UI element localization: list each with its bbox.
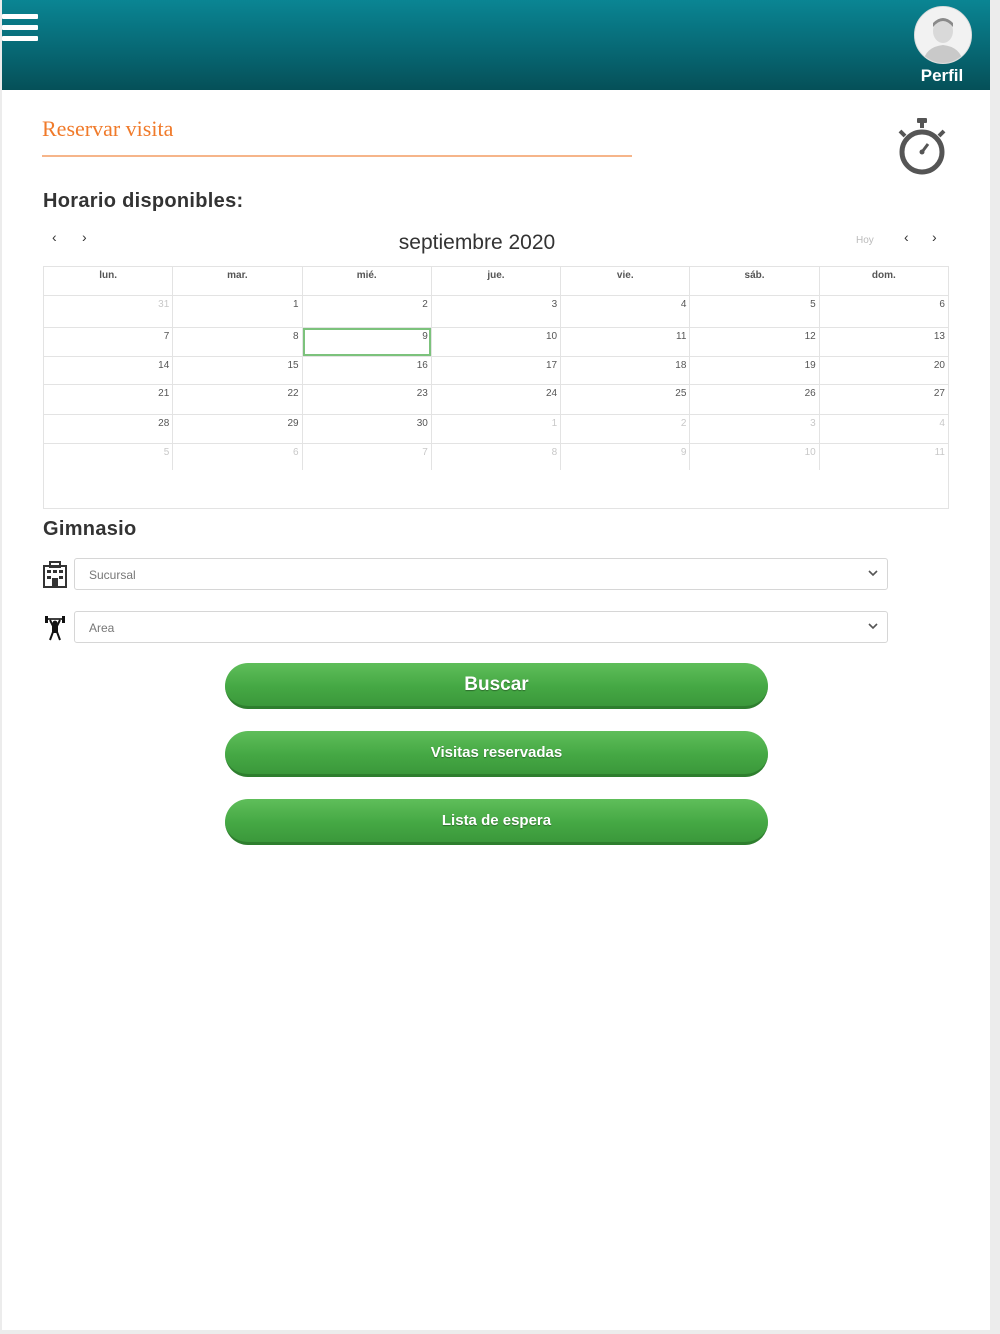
calendar-today-button[interactable]: Hoy (856, 235, 874, 246)
calendar-day-number: 10 (804, 447, 816, 458)
calendar-day-number: 11 (934, 447, 945, 458)
calendar-day[interactable] (820, 385, 948, 414)
calendar-day-number: 24 (546, 388, 558, 399)
calendar-day-number: 28 (158, 418, 170, 429)
calendar-day[interactable] (432, 357, 561, 384)
calendar-day[interactable] (173, 415, 302, 443)
stopwatch-icon (894, 116, 950, 178)
calendar-day-number: 26 (804, 388, 816, 399)
calendar-prev-button[interactable]: ‹ (52, 229, 57, 245)
branch-select-value: Sucursal (89, 568, 136, 582)
calendar-month-title: septiembre 2020 (398, 231, 556, 254)
app-page (2, 0, 990, 1330)
calendar-day[interactable] (820, 296, 948, 327)
calendar-day-number: 19 (804, 360, 816, 371)
calendar-day-number: 21 (158, 388, 170, 399)
booked-visits-button[interactable]: Visitas reservadas (225, 731, 768, 777)
calendar-day[interactable] (820, 415, 948, 443)
calendar-day-number: 11 (676, 331, 687, 342)
waitlist-button[interactable]: Lista de espera (225, 799, 768, 845)
building-icon (42, 561, 68, 589)
profile-link[interactable]: Perfil (920, 66, 964, 85)
gym-heading: Gimnasio (43, 518, 137, 540)
calendar-day-number: 8 (551, 447, 558, 458)
calendar-day[interactable] (44, 296, 173, 327)
calendar-day-number: 16 (416, 360, 428, 371)
weekday-label: mié. (303, 267, 432, 295)
calendar-day-number: 7 (163, 331, 170, 342)
calendar-day-number: 4 (939, 418, 945, 429)
weekday-label: dom. (871, 270, 896, 281)
calendar-week-row (44, 415, 948, 444)
calendar-day[interactable] (44, 415, 173, 443)
calendar-week-row (44, 328, 948, 357)
calendar-day-number: 2 (422, 299, 428, 310)
calendar-body (44, 296, 948, 470)
calendar-day[interactable] (690, 415, 819, 443)
calendar-day-number: 31 (158, 299, 170, 310)
calendar-day[interactable] (432, 296, 561, 327)
branch-select[interactable] (74, 558, 888, 590)
calendar-day[interactable] (432, 385, 561, 414)
calendar-day-number: 8 (293, 331, 299, 342)
calendar-day[interactable] (432, 444, 561, 470)
calendar (43, 266, 949, 509)
area-select-value: Area (89, 621, 115, 635)
title-divider (42, 155, 632, 157)
calendar-day[interactable] (561, 444, 690, 470)
weightlifter-icon (42, 613, 68, 641)
calendar-next-button[interactable]: › (82, 229, 87, 245)
calendar-day[interactable] (561, 415, 690, 443)
calendar-day[interactable] (303, 385, 432, 414)
calendar-day-number: 1 (551, 418, 558, 429)
calendar-week-row (44, 296, 948, 328)
calendar-day-number: 5 (163, 447, 170, 458)
top-navigation-bar (2, 0, 990, 90)
area-select[interactable] (74, 611, 888, 643)
calendar-day[interactable] (44, 385, 173, 414)
calendar-week-row (44, 385, 948, 415)
calendar-day-number: 5 (810, 299, 816, 310)
calendar-day[interactable] (561, 296, 690, 327)
calendar-day[interactable] (303, 296, 432, 327)
weekday-label: lun. (44, 267, 173, 295)
page-title: Reservar visita (42, 116, 174, 141)
calendar-day-number: 10 (546, 331, 558, 342)
weekday-label: vie. (561, 267, 690, 295)
calendar-week-row (44, 357, 948, 385)
calendar-day-number: 22 (287, 388, 299, 399)
calendar-day[interactable] (173, 357, 302, 384)
calendar-day[interactable] (44, 328, 173, 356)
calendar-day[interactable] (690, 385, 819, 414)
search-button[interactable]: Buscar (225, 663, 768, 709)
calendar-day-number: 27 (933, 388, 945, 399)
calendar-day[interactable] (561, 328, 690, 356)
weekday-label: mar. (173, 267, 302, 295)
calendar-day[interactable] (820, 357, 948, 384)
calendar-day-number: 3 (810, 418, 816, 429)
calendar-day[interactable] (690, 328, 819, 356)
calendar-day[interactable] (173, 444, 302, 470)
calendar-day[interactable] (820, 444, 948, 470)
calendar-day[interactable] (303, 444, 432, 470)
calendar-day-number: 23 (416, 388, 428, 399)
calendar-day-number: 7 (422, 447, 428, 458)
calendar-day[interactable] (303, 415, 432, 443)
calendar-day[interactable] (432, 328, 561, 356)
calendar-day-number: 15 (287, 360, 299, 371)
calendar-day[interactable] (173, 328, 302, 356)
weekday-label: jue. (432, 267, 561, 295)
calendar-day-number: 14 (158, 360, 170, 371)
chevron-down-icon (867, 619, 879, 633)
calendar-grid (44, 267, 948, 470)
calendar-day[interactable] (44, 357, 173, 384)
calendar-day-number: 6 (939, 299, 945, 310)
calendar-prev-button-right[interactable]: ‹ (904, 229, 909, 245)
calendar-day-number: 13 (933, 331, 945, 342)
chevron-down-icon (867, 566, 879, 580)
calendar-day-number: 20 (933, 360, 945, 371)
calendar-weekday-header (44, 267, 948, 296)
calendar-day[interactable] (173, 385, 302, 414)
weekday-label: sáb. (690, 267, 819, 295)
calendar-day-number: 12 (804, 331, 816, 342)
schedule-heading: Horario disponibles: (43, 190, 244, 212)
calendar-day[interactable] (561, 357, 690, 384)
calendar-day-number: 1 (293, 299, 299, 310)
calendar-day[interactable] (820, 328, 948, 356)
calendar-day-number: 6 (293, 447, 299, 458)
calendar-next-button-right[interactable]: › (932, 229, 937, 245)
user-avatar-icon[interactable] (914, 6, 972, 64)
calendar-day-number: 9 (680, 447, 687, 458)
calendar-day[interactable] (432, 415, 561, 443)
calendar-day[interactable] (690, 357, 819, 384)
calendar-day[interactable] (303, 357, 432, 384)
calendar-day-number: 4 (680, 299, 687, 310)
calendar-day-selected[interactable] (303, 328, 432, 356)
calendar-day[interactable] (561, 385, 690, 414)
calendar-week-row (44, 444, 948, 470)
calendar-day-number: 18 (675, 360, 687, 371)
calendar-day-number: 30 (416, 418, 428, 429)
calendar-day-number: 25 (675, 388, 687, 399)
calendar-day[interactable] (173, 296, 302, 327)
calendar-day-number: 29 (287, 418, 299, 429)
calendar-day-number: 9 (422, 331, 428, 342)
calendar-day-number: 2 (680, 418, 687, 429)
calendar-day[interactable] (690, 444, 819, 470)
calendar-day-number: 3 (551, 299, 558, 310)
calendar-day[interactable] (44, 444, 173, 470)
calendar-day[interactable] (690, 296, 819, 327)
calendar-day-number: 17 (546, 360, 558, 371)
hamburger-menu-icon[interactable] (2, 14, 40, 46)
